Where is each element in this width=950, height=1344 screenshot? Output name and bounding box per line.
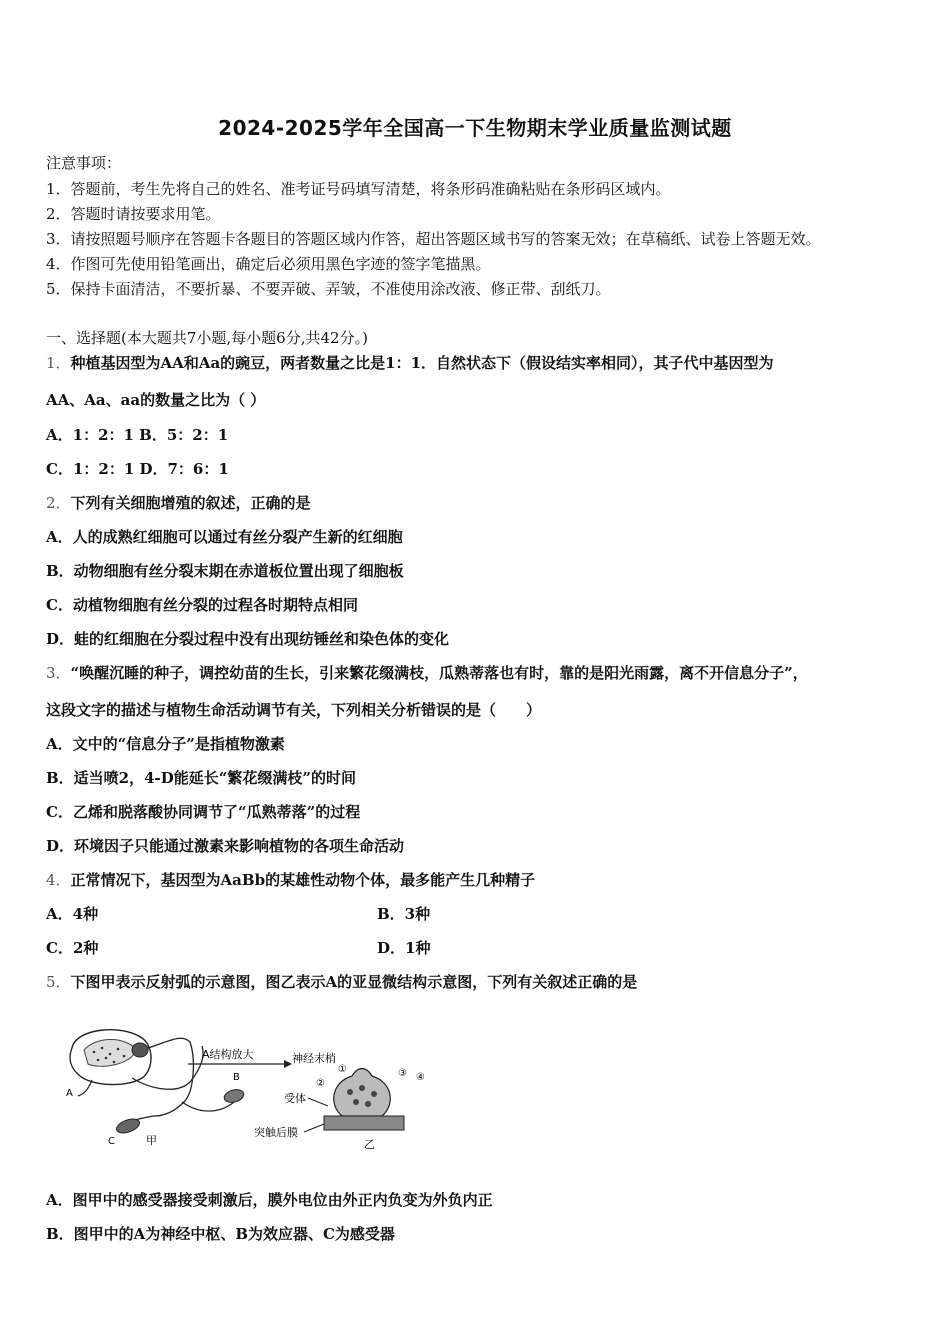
ganglion (132, 1043, 148, 1057)
question-4-option-c: C．2种 (46, 939, 99, 957)
reflex-arc-diagram (62, 1020, 442, 1150)
question-5-option-b: B．图甲中的A为神经中枢、B为效应器、C为感受器 (46, 1225, 395, 1243)
question-2-option-a: A．人的成熟红细胞可以通过有丝分裂产生新的红细胞 (46, 528, 403, 546)
question-4-option-a: A．4种 (46, 905, 99, 923)
question-3-stem: 3．“唤醒沉睡的种子，调控幼苗的生长，引来繁花缀满枝，瓜熟蒂落也有时，靠的是阳光雨露，离不开信息分子”， (46, 664, 808, 682)
question-2-option-b: B．动物细胞有丝分裂末期在赤道板位置出现了细胞板 (46, 562, 404, 580)
question-5-stem: 5．下图甲表示反射弧的示意图，图乙表示A的亚显微结构示意图，下列有关叙述正确的是 (46, 973, 638, 991)
label-circle-4: ④ (416, 1072, 425, 1083)
question-2-stem: 2．下列有关细胞增殖的叙述，正确的是 (46, 494, 311, 512)
question-3-option-b: B．适当喷2，4-D能延长“繁花缀满枝”的时间 (46, 769, 357, 787)
section-heading: 一、选择题(本大题共7小题,每小题6分,共42分。) (46, 329, 368, 347)
question-number: 1． (46, 354, 71, 372)
label-jia: 甲 (146, 1134, 157, 1147)
question-4-option-d: D．1种 (377, 939, 431, 957)
question-3-stem-cont: 这段文字的描述与植物生命活动调节有关，下列相关分析错误的是（ ） (46, 701, 542, 719)
question-2-option-c: C．动植物细胞有丝分裂的过程各时期特点相同 (46, 596, 358, 614)
question-4-stem: 4．正常情况下，基因型为AaBb的某雄性动物个体，最多能产生几种精子 (46, 871, 536, 889)
label-yi: 乙 (364, 1138, 375, 1150)
label-circle-3: ③ (398, 1068, 407, 1079)
arrow-label: A结构放大 (202, 1048, 254, 1061)
question-1-options-ab: A．1：2：1 B．5：2：1 (46, 426, 229, 444)
label-nerve-end: 神经末梢 (292, 1052, 336, 1065)
question-1-stem-cont: AA、Aa、aa的数量之比为（ ） (46, 391, 266, 409)
page-title: 2024-2025学年全国高一下生物期末学业质量监测试题 (218, 116, 732, 140)
question-3-option-a: A．文中的“信息分子”是指植物激素 (46, 735, 285, 753)
synaptic-knob (334, 1069, 391, 1117)
notice-heading: 注意事项： (46, 154, 122, 172)
notice-item-2: 2．答题时请按要求用笔。 (46, 205, 221, 223)
notice-item-5: 5．保持卡面清洁，不要折暴、不要弄破、弄皱，不准使用涂改液、修正带、刮纸刀。 (46, 280, 611, 298)
effector-b (223, 1088, 245, 1105)
label-c: C (108, 1136, 115, 1147)
notice-item-3: 3．请按照题号顺序在答题卡各题目的答题区域内作答，超出答题区域书写的答案无效；在草稿纸、试卷上答题无效。 (46, 230, 821, 248)
question-3-option-d: D．环境因子只能通过激素来影响植物的各项生命活动 (46, 837, 405, 855)
label-a: A (66, 1088, 73, 1099)
post-synaptic-membrane (324, 1116, 404, 1130)
label-circle-1: ① (338, 1064, 347, 1075)
label-b: B (233, 1072, 240, 1083)
reflex-arc-figure (62, 1020, 442, 1150)
notice-item-4: 4．作图可先使用铅笔画出，确定后必须用黑色字迹的签字笔描黑。 (46, 255, 491, 273)
label-circle-2: ② (316, 1078, 325, 1089)
question-3-option-c: C．乙烯和脱落酸协同调节了“瓜熟蒂落”的过程 (46, 803, 361, 821)
label-receptor: 受体 (284, 1092, 306, 1105)
notice-item-1: 1．答题前，考生先将自己的姓名、准考证号码填写清楚，将条形码准确粘贴在条形码区域内。 (46, 180, 671, 198)
question-1-stem: 1．种植基因型为AA和Aa的豌豆，两者数量之比是1：1．自然状态下（假设结实率相同），其子代中基因型为 (46, 354, 774, 372)
question-5-option-a: A．图甲中的感受器接受刺激后，膜外电位由外正内负变为外负内正 (46, 1191, 493, 1209)
question-1-options-cd: C．1：2：1 D．7：6：1 (46, 460, 229, 478)
question-2-option-d: D．蛙的红细胞在分裂过程中没有出现纺锤丝和染色体的变化 (46, 630, 450, 648)
question-4-option-b: B．3种 (377, 905, 431, 923)
label-membrane: 突触后膜 (254, 1126, 298, 1139)
